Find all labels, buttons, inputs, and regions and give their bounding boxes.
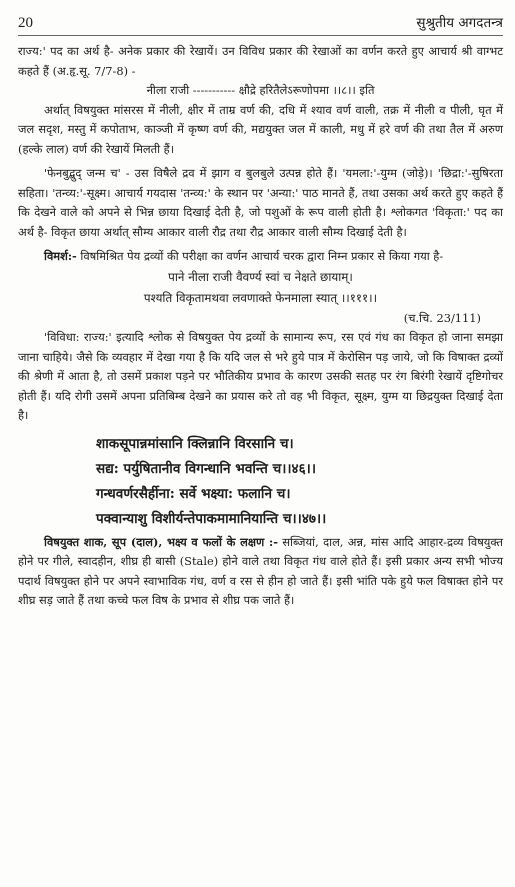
shloka-line-3: गन्धवर्णरसैर्हीना: सर्वे भक्ष्या: फलानि च।	[96, 485, 291, 502]
shloka-line-4: पक्वान्याशु विशीर्यन्तेपाकमामानियान्ति च।।४७।।	[96, 510, 327, 527]
charak-verse-line-2: पश्यति विकृतामथवा लवणाक्ते फेनमाला स्यात् ।।१११।।	[143, 290, 378, 305]
shloka-line-1: शाकसूपान्नमांसानि क्लिन्नानि विरसानि च।	[96, 435, 294, 452]
page-number: 20	[18, 15, 33, 31]
vagbhat-quote: नीला राजी ----------- क्षौद्रे हरितैलेऽरूणोपमा ।।८।। इति	[146, 83, 375, 97]
final-heading: विषयुक्त शाक, सूप (दाल), भक्ष्य व फलों के लक्षण :-	[44, 534, 278, 549]
paragraph-final	[18, 533, 503, 611]
vimarsh-text: विषमिश्रित पेय द्रव्यों की परीक्षा का वर्णन आचार्य चरक द्वारा निम्न प्रकार से किया गया है-	[76, 249, 444, 263]
header-rule	[18, 35, 503, 36]
paragraph-arthat: अर्थात् विषयुक्त मांसरस में नीली, क्षीर में ताम्र वर्ण की, दधि में श्याव वर्ण वाली, तक्र में नीली व पीली, घृत में जल सदृश, मस्तु में कपोताभ, काञ्जी में कृष्ण वर्ण की, मद्ययुक्त जल में काली, मधु में हरे वर्ण की तथा तैल में अरुण (हल्के लाल) वर्ण की रेखायें मिलती हैं।	[18, 102, 503, 156]
running-title: सुश्रुतीय अगदतन्त्र	[416, 15, 503, 31]
page-header	[18, 12, 503, 34]
paragraph-phenabudbud: 'फेनबुद्बुद् जन्म च' - उस विषैले द्रव में झाग व बुलबुले उत्पन्न होते हैं। 'यमला:'-युग्म (जोड़े)। 'छिद्रा:'-सुषिरता सहिता। 'तन्व्य:'-सूक्ष्म। आचार्य गयदास 'तन्व्य:' के स्थान पर 'अन्या:' पाठ मानते हैं, तथा उसका अर्थ करते हुए कहते हैं कि देखने वाले को अपने से भिन्न छाया दिखाई देती है, जो पशुओं के रूप वाली होती है। श्लोकगत 'विकृता:' पद का अर्थ है- विकृत छाया अर्थात् सौम्य आकार वाली रौद्र तथा रौद्र आकार वाली सौम्य दिखाई देती है।	[18, 166, 503, 239]
final-text: सब्जियां, दाल, अन्न, मांस आदि आहार-द्रव्य विषयुक्त होने पर गीले, स्वादहीन, शीघ्र ही बासी (Stale) होने वाले तथा विकृत गंध वाले होते हैं। इसी प्रकार अन्य सभी भोज्य पदार्थ विषयुक्त होने पर अपने स्वाभाविक गंध, वर्ण व रस से हीन हो जाते हैं। इसी भांति पके हुये फल विषाक्त होने पर शीघ्र सड़ जाते हैं तथा कच्चे फल विष के प्रभाव से शीघ्र पक जाते हैं।	[18, 534, 503, 607]
charak-reference: (च.चि. 23/111)	[403, 310, 481, 325]
shloka-line-2: सद्य: पर्युषितानीव विगन्धानि भवन्ति च।।४६।।	[96, 460, 316, 477]
paragraph-rajya: राज्य:' पद का अर्थ है- अनेक प्रकार की रेखायें। उन विविध प्रकार की रेखाओं का वर्णन करते हुए आचार्य श्री वाग्भट कहते हैं (अ.हृ.सू. 7/7-8) -	[18, 44, 503, 78]
paragraph-vimarsh	[18, 247, 503, 267]
vimarsh-label: विमर्श:-	[44, 249, 77, 263]
charak-verse-line-1: पाने नीला राजी वैवर्ण्य स्वां च नेक्षते छायाम्।	[168, 269, 353, 284]
paragraph-vividha: 'विविधा: राज्य:' इत्यादि श्लोक से विषयुक्त पेय द्रव्यों के सामान्य रूप, रस एवं गंध का विकृत हो जाना समझा जाना चाहिये। जैसे कि व्यवहार में देखा गया है कि यदि जल से भरे हुये पात्र में केरोसिन पड़ जाये, जो कि विषाक्त द्रव्यों की श्रेणी में आता है, तो उसमें प्रकाश पड़ने पर भौतिकीय प्रभाव के कारण उसकी सतह पर रंग बिरंगी रेखायें दृष्टिगोचर होती हैं। यदि रोगी उसमें अपना प्रतिबिम्ब देखने का प्रयास करे तो वह भी विकृत, सूक्ष्म, युग्म या छिद्रयुक्त दिखाई देता है।	[18, 330, 503, 422]
